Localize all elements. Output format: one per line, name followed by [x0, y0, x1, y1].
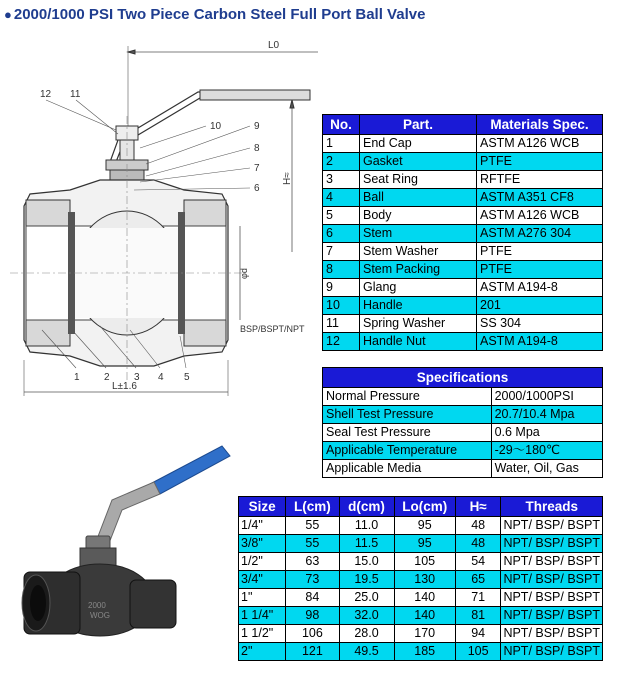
spec-label-cell: Applicable Temperature	[323, 442, 492, 460]
title-bullet: ●	[4, 7, 12, 22]
part-number-cell: 6	[323, 225, 360, 243]
d-cell: 15.0	[339, 553, 394, 571]
part-material-cell: ASTM A194-8	[477, 279, 603, 297]
threads-cell: NPT/ BSP/ BSPT	[501, 571, 603, 589]
size-row	[239, 607, 603, 625]
spec-label-cell: Normal Pressure	[323, 388, 492, 406]
l-cell: 63	[286, 553, 339, 571]
h-cell: 105	[455, 643, 501, 661]
spec-label-cell: Seal Test Pressure	[323, 424, 492, 442]
l-cell: 121	[286, 643, 339, 661]
size-cell: 2"	[239, 643, 286, 661]
part-number-cell: 3	[323, 171, 360, 189]
parts-row	[323, 297, 603, 315]
callout-6: 6	[254, 183, 260, 194]
callout-3: 3	[134, 372, 140, 383]
callout-9: 9	[254, 121, 260, 132]
spec-value-cell: 0.6 Mpa	[491, 424, 602, 442]
spec-value-cell: 20.7/10.4 Mpa	[491, 406, 602, 424]
d-cell: 25.0	[339, 589, 394, 607]
l-cell: 73	[286, 571, 339, 589]
spec-header-row	[323, 368, 603, 388]
part-material-cell: RFTFE	[477, 171, 603, 189]
part-material-cell: ASTM A276 304	[477, 225, 603, 243]
part-number-cell: 10	[323, 297, 360, 315]
threads-cell: NPT/ BSP/ BSPT	[501, 625, 603, 643]
part-material-cell: SS 304	[477, 315, 603, 333]
parts-header-part: Part.	[360, 115, 477, 135]
parts-row	[323, 207, 603, 225]
spec-label-cell: Shell Test Pressure	[323, 406, 492, 424]
photo-body-right-cap	[130, 580, 176, 628]
callout-7: 7	[254, 163, 260, 174]
part-number-cell: 2	[323, 153, 360, 171]
parts-row	[323, 171, 603, 189]
size-cell: 3/4"	[239, 571, 286, 589]
spec-header: Specifications	[323, 368, 603, 388]
parts-body	[323, 135, 603, 351]
threads-cell: NPT/ BSP/ BSPT	[501, 535, 603, 553]
spec-row	[323, 460, 603, 478]
size-cell: 1 1/2"	[239, 625, 286, 643]
photo-port-left-inner	[30, 585, 46, 621]
h-cell: 81	[455, 607, 501, 625]
leader-11	[76, 100, 118, 134]
part-number-cell: 11	[323, 315, 360, 333]
parts-header-row	[323, 115, 603, 135]
part-number-cell: 7	[323, 243, 360, 261]
part-material-cell: PTFE	[477, 153, 603, 171]
parts-row	[323, 225, 603, 243]
parts-row	[323, 315, 603, 333]
callout-12: 12	[40, 89, 52, 100]
h-cell: 54	[455, 553, 501, 571]
part-name-cell: Ball	[360, 189, 477, 207]
valve-product-photo	[0, 440, 236, 665]
part-number-cell: 1	[323, 135, 360, 153]
size-header-l: L(cm)	[286, 497, 339, 517]
threads-cell: NPT/ BSP/ BSPT	[501, 553, 603, 571]
part-name-cell: Glang	[360, 279, 477, 297]
threads-cell: NPT/ BSP/ BSPT	[501, 517, 603, 535]
part-name-cell: Spring Washer	[360, 315, 477, 333]
size-table	[238, 496, 603, 661]
parts-row	[323, 243, 603, 261]
spec-value-cell: 2000/1000PSI	[491, 388, 602, 406]
lo-cell: 185	[394, 643, 455, 661]
d-cell: 11.5	[339, 535, 394, 553]
spec-row	[323, 442, 603, 460]
part-material-cell: ASTM A351 CF8	[477, 189, 603, 207]
size-cell: 1 1/4"	[239, 607, 286, 625]
specifications-table	[322, 367, 603, 478]
spec-value-cell: -29～180℃	[491, 442, 602, 460]
h-cell: 65	[455, 571, 501, 589]
threads-cell: NPT/ BSP/ BSPT	[501, 607, 603, 625]
size-cell: 3/8"	[239, 535, 286, 553]
part-name-cell: End Cap	[360, 135, 477, 153]
part-number-cell: 5	[323, 207, 360, 225]
lo-cell: 95	[394, 535, 455, 553]
l-cell: 55	[286, 517, 339, 535]
callout-1: 1	[74, 372, 80, 383]
parts-row	[323, 153, 603, 171]
l-label: L±1.6	[112, 381, 137, 392]
leader-7	[140, 168, 250, 182]
h-cell: 71	[455, 589, 501, 607]
part-number-cell: 9	[323, 279, 360, 297]
size-body	[239, 517, 603, 661]
h-label: H≈	[282, 172, 293, 185]
spec-label-cell: Applicable Media	[323, 460, 492, 478]
part-material-cell: ASTM A126 WCB	[477, 207, 603, 225]
callout-4: 4	[158, 372, 164, 383]
lo-cell: 105	[394, 553, 455, 571]
l-cell: 98	[286, 607, 339, 625]
callout-2: 2	[104, 372, 110, 383]
part-material-cell: 201	[477, 297, 603, 315]
leader-12	[46, 100, 116, 130]
size-row	[239, 553, 603, 571]
leader-9	[146, 126, 250, 164]
d-cell: 28.0	[339, 625, 394, 643]
parts-row	[323, 279, 603, 297]
size-cell: 1/2"	[239, 553, 286, 571]
page-title	[4, 6, 425, 23]
l0-arrow-left	[128, 50, 135, 54]
thread-label: BSP/BSPT/NPT	[240, 324, 305, 334]
part-material-cell: PTFE	[477, 261, 603, 279]
spec-row	[323, 388, 603, 406]
size-header-lo: Lo(cm)	[394, 497, 455, 517]
callout-8: 8	[254, 143, 260, 154]
lo-cell: 95	[394, 517, 455, 535]
d-cell: 32.0	[339, 607, 394, 625]
l0-label: L0	[268, 40, 280, 51]
part-material-cell: PTFE	[477, 243, 603, 261]
threads-cell: NPT/ BSP/ BSPT	[501, 589, 603, 607]
lo-cell: 170	[394, 625, 455, 643]
d-cell: 19.5	[339, 571, 394, 589]
h-cell: 94	[455, 625, 501, 643]
size-row	[239, 535, 603, 553]
l-cell: 106	[286, 625, 339, 643]
h-cell: 48	[455, 517, 501, 535]
bore-label: φd	[239, 268, 249, 279]
part-number-cell: 8	[323, 261, 360, 279]
valve-cross-section-drawing	[0, 30, 318, 400]
part-material-cell: ASTM A126 WCB	[477, 135, 603, 153]
part-name-cell: Stem Washer	[360, 243, 477, 261]
d-cell: 49.5	[339, 643, 394, 661]
callout-5: 5	[184, 372, 190, 383]
parts-header-material: Materials Spec.	[477, 115, 603, 135]
leader-10	[140, 126, 206, 148]
l-cell: 84	[286, 589, 339, 607]
photo-mark-wog: WOG	[90, 611, 110, 620]
lo-cell: 140	[394, 589, 455, 607]
part-name-cell: Body	[360, 207, 477, 225]
parts-row	[323, 189, 603, 207]
leader-8	[146, 148, 250, 176]
spec-row	[323, 406, 603, 424]
photo-mark-2000: 2000	[88, 601, 106, 610]
part-material-cell: ASTM A194-8	[477, 333, 603, 351]
size-header-d: d(cm)	[339, 497, 394, 517]
part-name-cell: Stem Packing	[360, 261, 477, 279]
callout-10: 10	[210, 121, 222, 132]
part-name-cell: Gasket	[360, 153, 477, 171]
d-cell: 11.0	[339, 517, 394, 535]
part-name-cell: Seat Ring	[360, 171, 477, 189]
parts-header-no: No.	[323, 115, 360, 135]
size-header-row	[239, 497, 603, 517]
size-header-threads: Threads	[501, 497, 603, 517]
callout-11: 11	[70, 89, 81, 100]
parts-row	[323, 135, 603, 153]
size-cell: 1"	[239, 589, 286, 607]
handle-grip	[200, 90, 310, 100]
part-number-cell: 12	[323, 333, 360, 351]
lo-cell: 130	[394, 571, 455, 589]
part-name-cell: Handle Nut	[360, 333, 477, 351]
size-header-h: H≈	[455, 497, 501, 517]
size-header-size: Size	[239, 497, 286, 517]
h-arrow-top	[290, 100, 294, 108]
parts-row	[323, 261, 603, 279]
size-cell: 1/4"	[239, 517, 286, 535]
threads-cell: NPT/ BSP/ BSPT	[501, 643, 603, 661]
parts-row	[323, 333, 603, 351]
size-row	[239, 589, 603, 607]
title-text: 2000/1000 PSI Two Piece Carbon Steel Full Port Ball Valve	[13, 6, 426, 23]
size-row	[239, 625, 603, 643]
part-name-cell: Stem	[360, 225, 477, 243]
photo-handle-grip	[150, 446, 230, 494]
spec-value-cell: Water, Oil, Gas	[491, 460, 602, 478]
size-row	[239, 571, 603, 589]
l-cell: 55	[286, 535, 339, 553]
spec-body	[323, 388, 603, 478]
lo-cell: 140	[394, 607, 455, 625]
part-name-cell: Handle	[360, 297, 477, 315]
part-number-cell: 4	[323, 189, 360, 207]
spec-row	[323, 424, 603, 442]
h-cell: 48	[455, 535, 501, 553]
parts-table	[322, 114, 603, 351]
size-row	[239, 643, 603, 661]
size-row	[239, 517, 603, 535]
